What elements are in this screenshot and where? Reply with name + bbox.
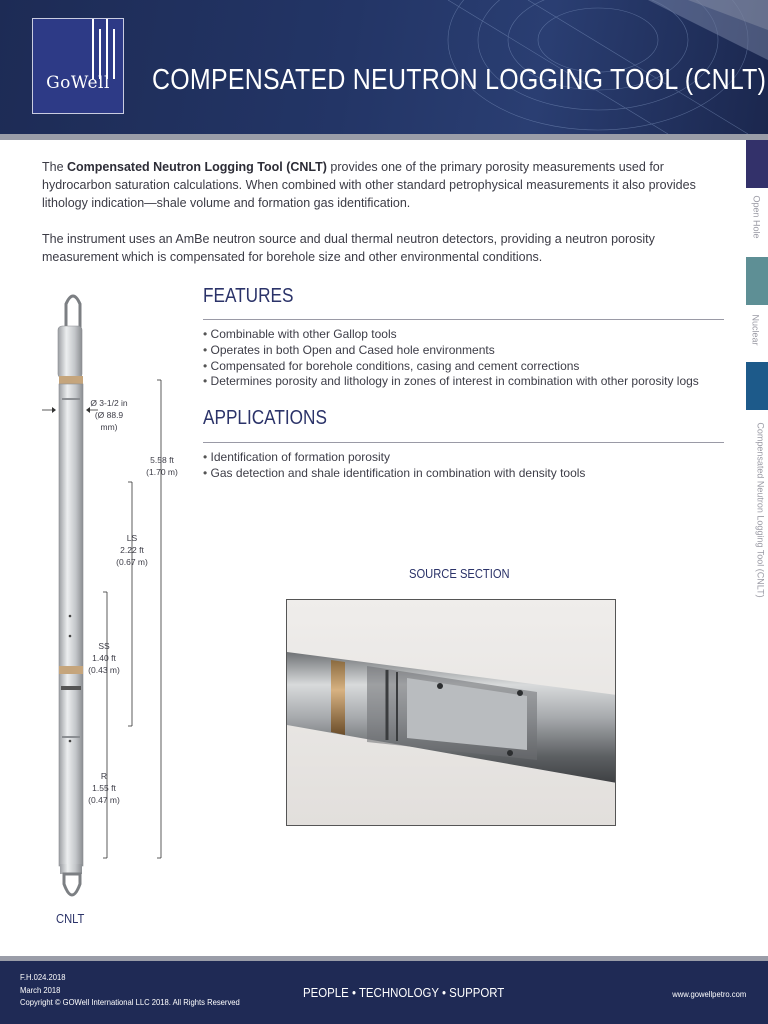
application-item: • Gas detection and shale identification in combination with density tools <box>213 466 585 482</box>
features-rule <box>203 319 724 320</box>
copyright: Copyright © GOWell International LLC 2018. All Rights Reserved <box>20 997 240 1007</box>
feature-item: • Combinable with other Gallop tools <box>213 327 699 343</box>
ls-dimension <box>112 532 152 568</box>
ss-ft: 1.40 ft <box>92 653 116 663</box>
logo-mark <box>90 19 120 79</box>
footer-doc-info <box>20 971 240 1009</box>
total-length-m: (1.70 m) <box>146 467 178 477</box>
side-tab-cnlt: Compensated Neutron Logging Tool (CNLT) <box>755 422 766 598</box>
ss-label: SS <box>98 641 110 651</box>
intro-paragraph-2: The instrument uses an AmBe neutron source and dual thermal neutron detectors, providing a neutron porosity measurement which is compensated for borehole size and other environmental conditions. <box>42 232 655 264</box>
gowell-logo <box>32 18 124 114</box>
side-tab-marker-nuclear <box>746 257 768 305</box>
side-tab-open-hole: Open Hole <box>751 195 762 239</box>
application-item: • Identification of formation porosity <box>213 450 585 466</box>
ls-m: (0.67 m) <box>116 557 148 567</box>
feature-item: • Compensated for borehole conditions, casing and cement corrections <box>213 359 699 375</box>
logo-text: GoWell <box>46 73 110 93</box>
intro-tool-name: Compensated Neutron Logging Tool (CNLT) <box>67 160 327 174</box>
page-title: COMPENSATED NEUTRON LOGGING TOOL (CNLT) <box>152 64 767 96</box>
page-header <box>0 0 768 134</box>
applications-rule <box>203 442 724 443</box>
applications-list <box>210 450 586 482</box>
intro-text <box>42 158 732 266</box>
feature-item: • Operates in both Open and Cased hole environments <box>213 343 699 359</box>
intro-paragraph-1 <box>42 158 732 212</box>
tool-name-label: CNLT <box>56 911 85 926</box>
feature-item: • Determines porosity and lithology in zones of interest in combination with other porosity logs <box>213 374 699 390</box>
ss-dimension <box>84 640 124 676</box>
ss-m: (0.43 m) <box>88 665 120 675</box>
intro-p1-start: The <box>42 160 68 174</box>
footer-tagline: PEOPLE • TECHNOLOGY • SUPPORT <box>303 985 505 1000</box>
r-m: (0.47 m) <box>88 795 120 805</box>
side-tab-marker-cnlt <box>746 362 768 410</box>
cnlt-tool-diagram <box>40 286 200 906</box>
source-section-photo <box>286 599 616 826</box>
features-heading: FEATURES <box>203 285 294 307</box>
diameter-mm: (Ø 88.9 mm) <box>94 410 124 432</box>
total-length-ft: 5.58 ft <box>150 455 174 465</box>
diameter-dimension <box>86 397 132 433</box>
footer-website-link[interactable]: www.gowellpetro.com <box>672 989 746 999</box>
diameter-in: Ø 3-1/2 in <box>90 398 128 408</box>
ls-label: LS <box>126 533 138 543</box>
doc-id: F.H.024.2018 <box>20 972 66 982</box>
ls-ft: 2.22 ft <box>120 545 144 555</box>
source-section-illustration <box>287 600 616 826</box>
r-dimension <box>84 770 124 806</box>
applications-heading: APPLICATIONS <box>203 407 327 429</box>
r-ft: 1.55 ft <box>92 783 116 793</box>
side-tab-marker-open-hole <box>746 140 768 188</box>
r-label: R <box>100 771 108 781</box>
intro-p1-rest: provides one of the primary porosity measurements used for hydrocarbon saturation calculations. When combined with other standard petrophysical measurements it also provides lithology indication—shale volume and formation gas identification. <box>42 160 696 210</box>
page-footer <box>0 961 768 1024</box>
features-list <box>210 327 699 390</box>
tool-illustration <box>40 286 200 906</box>
doc-date: March 2018 <box>20 984 61 995</box>
header-divider <box>0 134 768 140</box>
total-length-dimension <box>140 454 184 478</box>
source-section-label: SOURCE SECTION <box>409 566 510 581</box>
side-tab-nuclear: Nuclear <box>750 314 761 346</box>
